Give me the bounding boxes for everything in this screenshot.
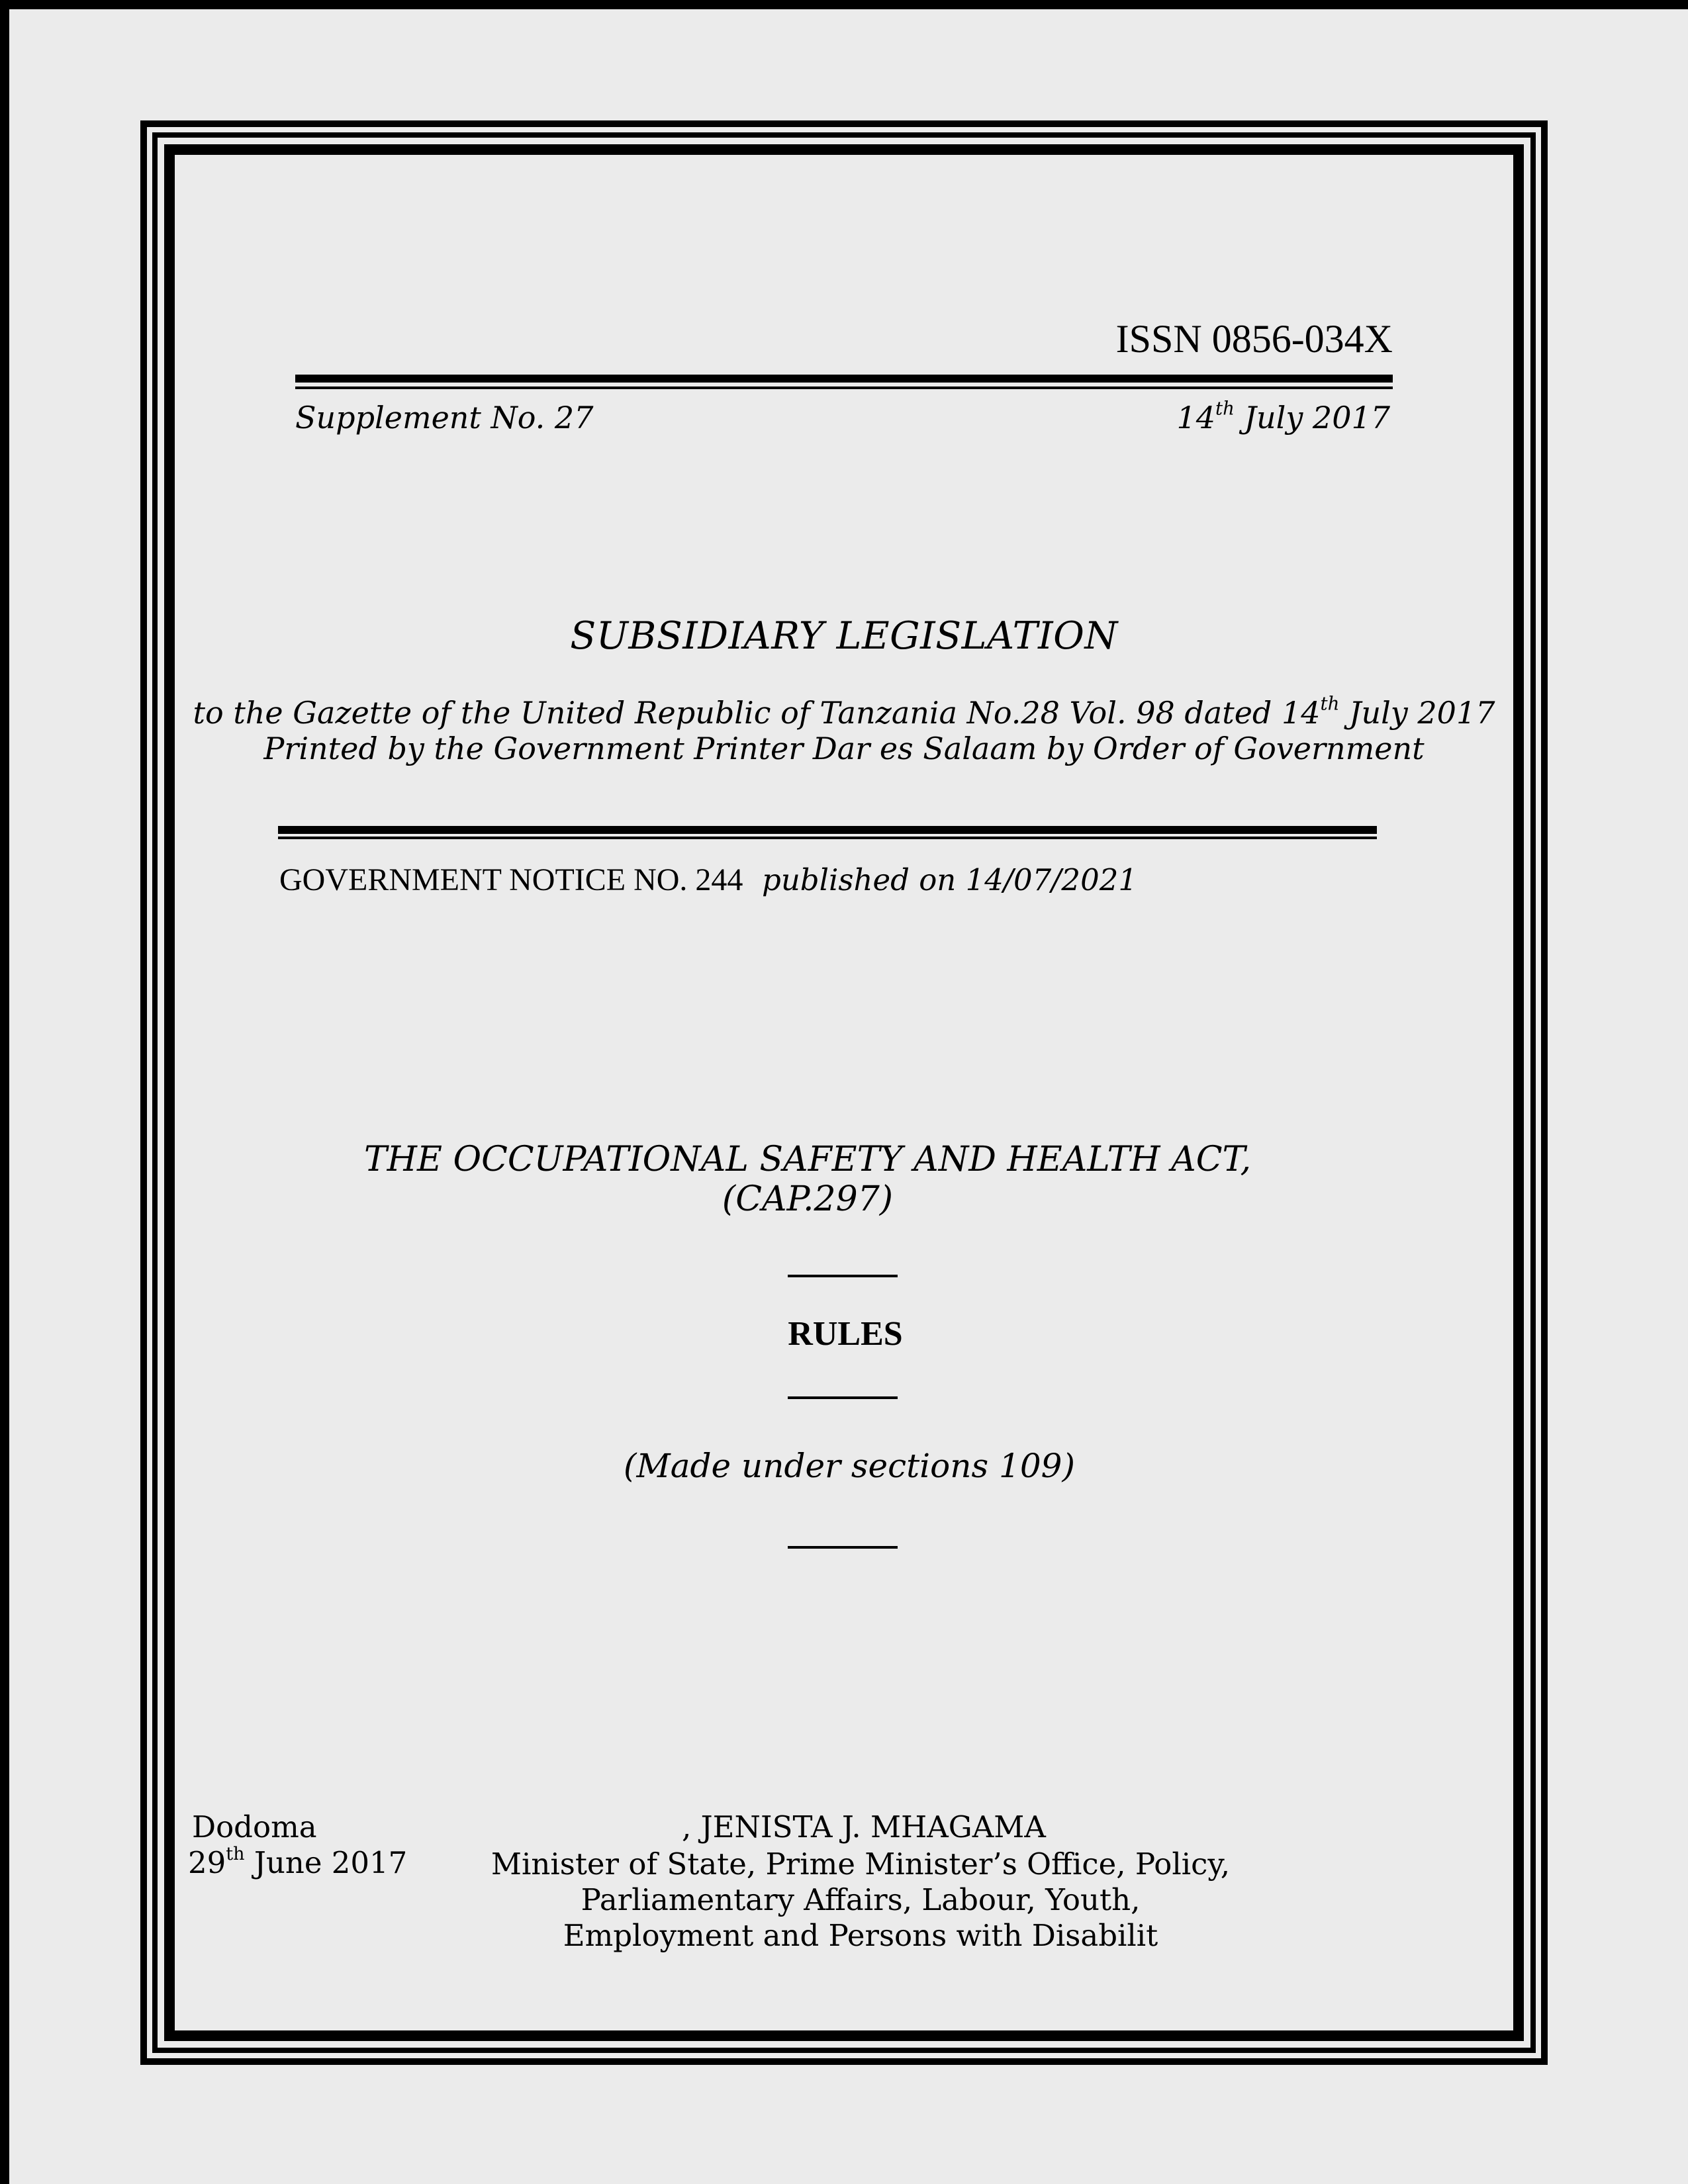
divider-1 <box>788 1275 898 1277</box>
signature-place: Dodoma <box>192 1809 317 1844</box>
signatory-title-line: Minister of State, Prime Minister’s Office, Policy, <box>491 1846 1231 1882</box>
signatory-title <box>437 1846 1284 1954</box>
notice-rule-thin <box>278 837 1377 839</box>
issn: ISSN 0856-034X <box>1115 317 1393 361</box>
signatory-title-line: Employment and Persons with Disabilit <box>563 1918 1158 1953</box>
act-name: THE OCCUPATIONAL SAFETY AND HEALTH ACT, <box>363 1140 1252 1179</box>
government-notice <box>279 862 1137 898</box>
header-date <box>1176 397 1391 435</box>
scan-edge-left <box>0 0 9 2184</box>
page-title: SUBSIDIARY LEGISLATION <box>570 614 1118 658</box>
header-date-day: 14 <box>1176 400 1216 435</box>
printer-line: Printed by the Government Printer Dar es Salaam by Order of Government <box>263 731 1425 766</box>
scan-edge-top <box>0 0 1688 9</box>
header-rule-thick <box>295 375 1393 383</box>
divider-3 <box>788 1546 898 1549</box>
made-under: (Made under sections 109) <box>624 1447 1075 1485</box>
header-date-suffix: th <box>1215 397 1235 420</box>
header-rule-thin <box>295 387 1393 389</box>
signature-date <box>188 1845 407 1880</box>
signatory-name <box>682 1809 1046 1844</box>
rules-heading: RULES <box>788 1315 903 1353</box>
act-chapter: (CAP.297) <box>722 1179 894 1219</box>
divider-2 <box>788 1396 898 1399</box>
signatory-name-text: , JENISTA J. MHAGAMA <box>682 1809 1046 1844</box>
signatory-title-line: Parliamentary Affairs, Labour, Youth, <box>581 1882 1141 1917</box>
gazette-line-text: to the Gazette of the United Republic of Tanzania No.28 Vol. 98 dated 14 <box>193 695 1321 731</box>
notice-published-date: published on 14/07/2021 <box>762 862 1137 897</box>
notice-number: GOVERNMENT NOTICE NO. 244 <box>279 862 743 897</box>
gazette-line <box>0 692 1688 731</box>
gazette-line-date: July 2017 <box>1339 695 1495 731</box>
supplement-number: Supplement No. 27 <box>295 400 594 435</box>
signature-date-rest: June 2017 <box>244 1845 408 1880</box>
header-date-rest: July 2017 <box>1234 400 1390 435</box>
gazette-line-suffix: th <box>1320 692 1340 715</box>
signature-date-suffix: th <box>226 1843 245 1864</box>
notice-rule-thick <box>278 826 1377 834</box>
signature-date-day: 29 <box>188 1845 226 1880</box>
